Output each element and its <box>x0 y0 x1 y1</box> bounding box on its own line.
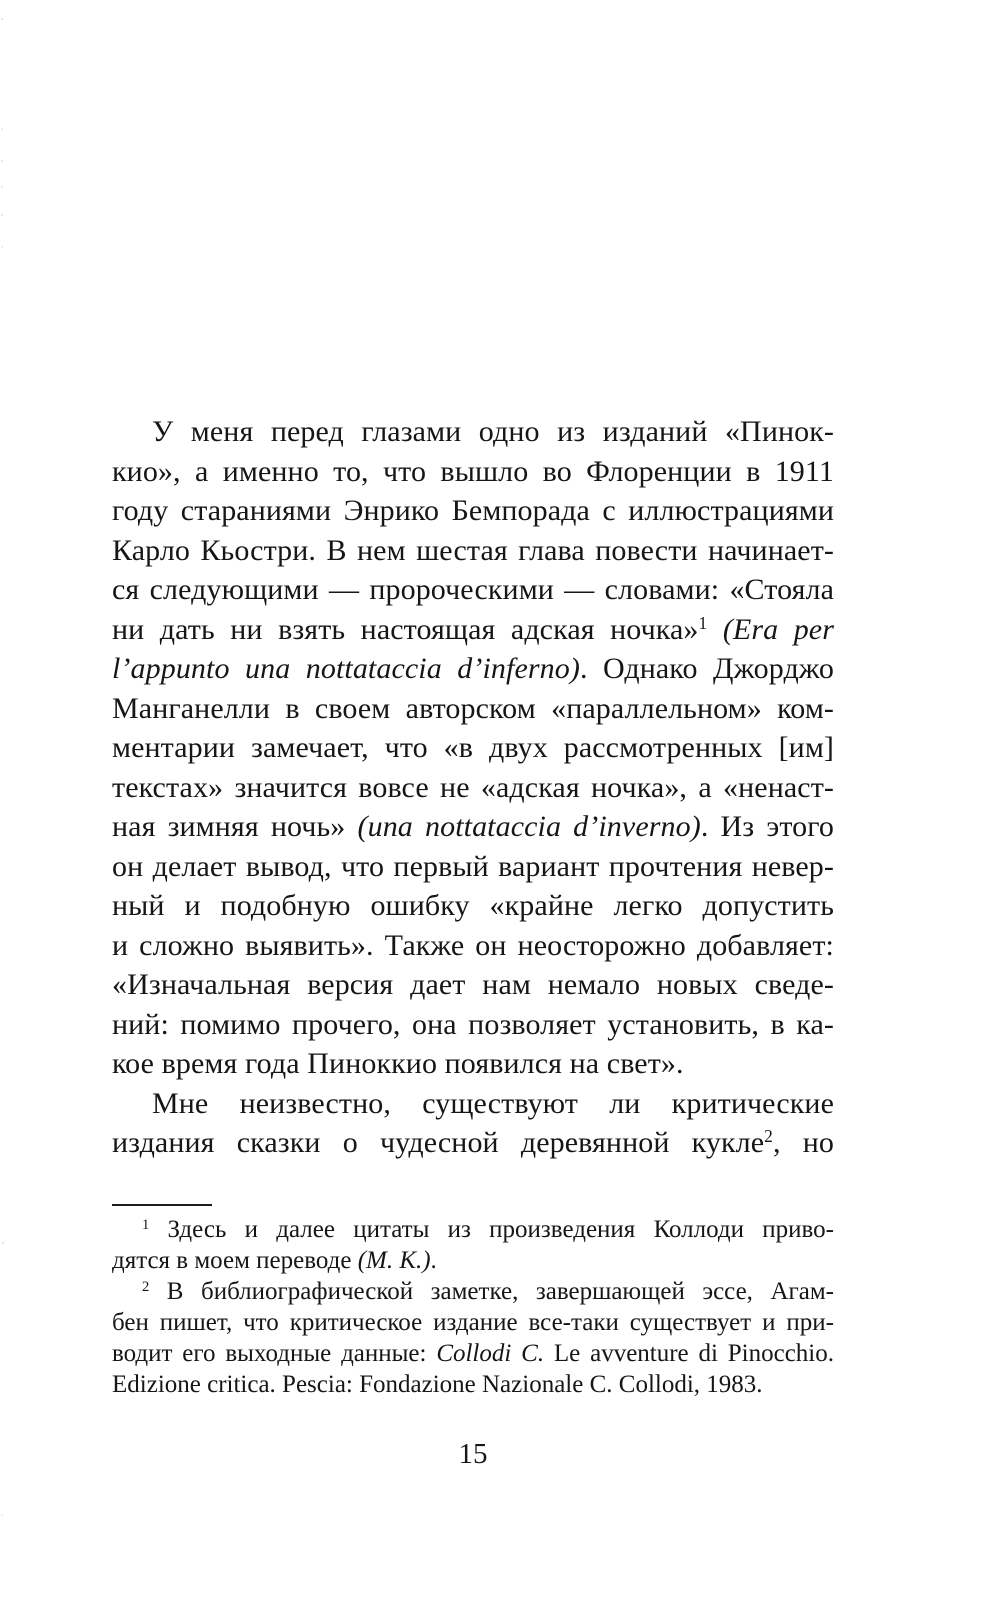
text-line <box>112 452 834 492</box>
text-line <box>112 1123 834 1163</box>
footnote-separator <box>112 1204 212 1206</box>
text-run: издания сказки о чудесной деревянной кукле <box>112 1126 765 1159</box>
footnote-line <box>112 1307 834 1338</box>
text-run: Le avventure di Pinocchio. <box>544 1340 834 1367</box>
text-run: Здесь и далее цитаты из произведения Коллоди приво- <box>149 1216 834 1243</box>
text-run: и сложно выявить». Также он неосторожно добавляет: <box>112 928 834 962</box>
text-run: Мне неизвестно, существуют ли критические <box>152 1086 834 1120</box>
footnote-line <box>112 1245 834 1276</box>
footnote-line <box>112 1214 834 1245</box>
text-run: дятся в моем переводе <box>112 1247 358 1274</box>
text-run: Карло Кьостри. В нем шестая глава повести начинает- <box>112 533 834 567</box>
italic-text: (М. К.) <box>357 1247 431 1274</box>
text-line <box>112 570 834 610</box>
text-line <box>112 1044 834 1084</box>
text-line <box>112 965 834 1005</box>
text-line <box>112 491 834 531</box>
footnote-marker: 2 <box>142 1279 150 1296</box>
footnote-marker: 1 <box>698 612 708 633</box>
text-run: В библиографической заметке, завершающей эссе, Агам- <box>149 1278 834 1305</box>
footnote-marker: 2 <box>764 1126 773 1147</box>
text-line <box>112 926 834 966</box>
text-run: , но <box>772 1126 834 1159</box>
text-run: кио», а именно то, что вышло во Флоренции в 1911 <box>112 454 834 488</box>
text-run: году стараниями Энрико Бемпорада с иллюстрациями <box>112 494 834 527</box>
footnote-line <box>112 1276 834 1307</box>
text-run <box>707 613 723 646</box>
italic-text: l’appunto una nottataccia d’inferno) <box>112 652 580 685</box>
text-line <box>112 807 834 847</box>
page-number: 15 <box>458 1438 488 1470</box>
italic-text: (una nottataccia d’inverno) <box>357 810 701 843</box>
scan-artifacts <box>1 18 3 20</box>
text-line <box>112 768 834 808</box>
text-run: кое время года Пиноккио появился на свет». <box>112 1047 684 1080</box>
text-line <box>112 531 834 571</box>
text-line <box>112 610 834 650</box>
text-line <box>112 1084 834 1124</box>
text-run: ни дать ни взять настоящая адская ночка» <box>112 612 699 646</box>
text-line <box>112 1005 834 1045</box>
text-line <box>112 886 834 926</box>
text-run: . Из этого <box>700 810 834 843</box>
footnote-line <box>112 1338 834 1369</box>
footnote-marker: 1 <box>142 1217 150 1234</box>
text-run: он делает вывод, что первый вариант прочтения невер- <box>112 849 834 883</box>
text-run: ся следующими — пророческими — словами: «Стояла <box>112 573 834 606</box>
text-run: . <box>430 1247 437 1274</box>
text-run: У меня перед глазами одно из изданий «Пинок- <box>152 415 834 448</box>
text-run: «Изначальная версия дает нам немало новых сведе- <box>112 968 834 1001</box>
text-run: водит его выходные данные: <box>112 1340 437 1367</box>
text-run: Edizione critica. Pescia: Fondazione Nazionale C. Collodi, 1983. <box>112 1371 763 1398</box>
text-run: . Однако Джорджо <box>579 652 834 685</box>
italic-text: Collodi C. <box>436 1340 545 1367</box>
text-line <box>112 412 834 452</box>
text-run: бен пишет, что критическое издание все-таки существует и при- <box>112 1309 834 1336</box>
main-text <box>112 412 834 1163</box>
footnotes <box>112 1214 834 1400</box>
text-line <box>112 728 834 768</box>
text-line <box>112 649 834 689</box>
text-run: ный и подобную ошибку «крайне легко допустить <box>112 889 834 922</box>
text-run: ная зимняя ночь» <box>112 810 358 843</box>
text-line <box>112 847 834 887</box>
text-run: текстах» значится вовсе не «адская ночка», а «ненаст- <box>112 770 834 804</box>
footnote-line <box>112 1369 834 1400</box>
text-run: ментарии замечает, что «в двух рассмотренных [им] <box>112 731 834 764</box>
text-run: ний: помимо прочего, она позволяет установить, в ка- <box>112 1007 834 1041</box>
text-run: Манганелли в своем авторском «параллельном» ком- <box>112 691 834 725</box>
italic-text: (Era per <box>722 612 834 646</box>
text-line <box>112 689 834 729</box>
